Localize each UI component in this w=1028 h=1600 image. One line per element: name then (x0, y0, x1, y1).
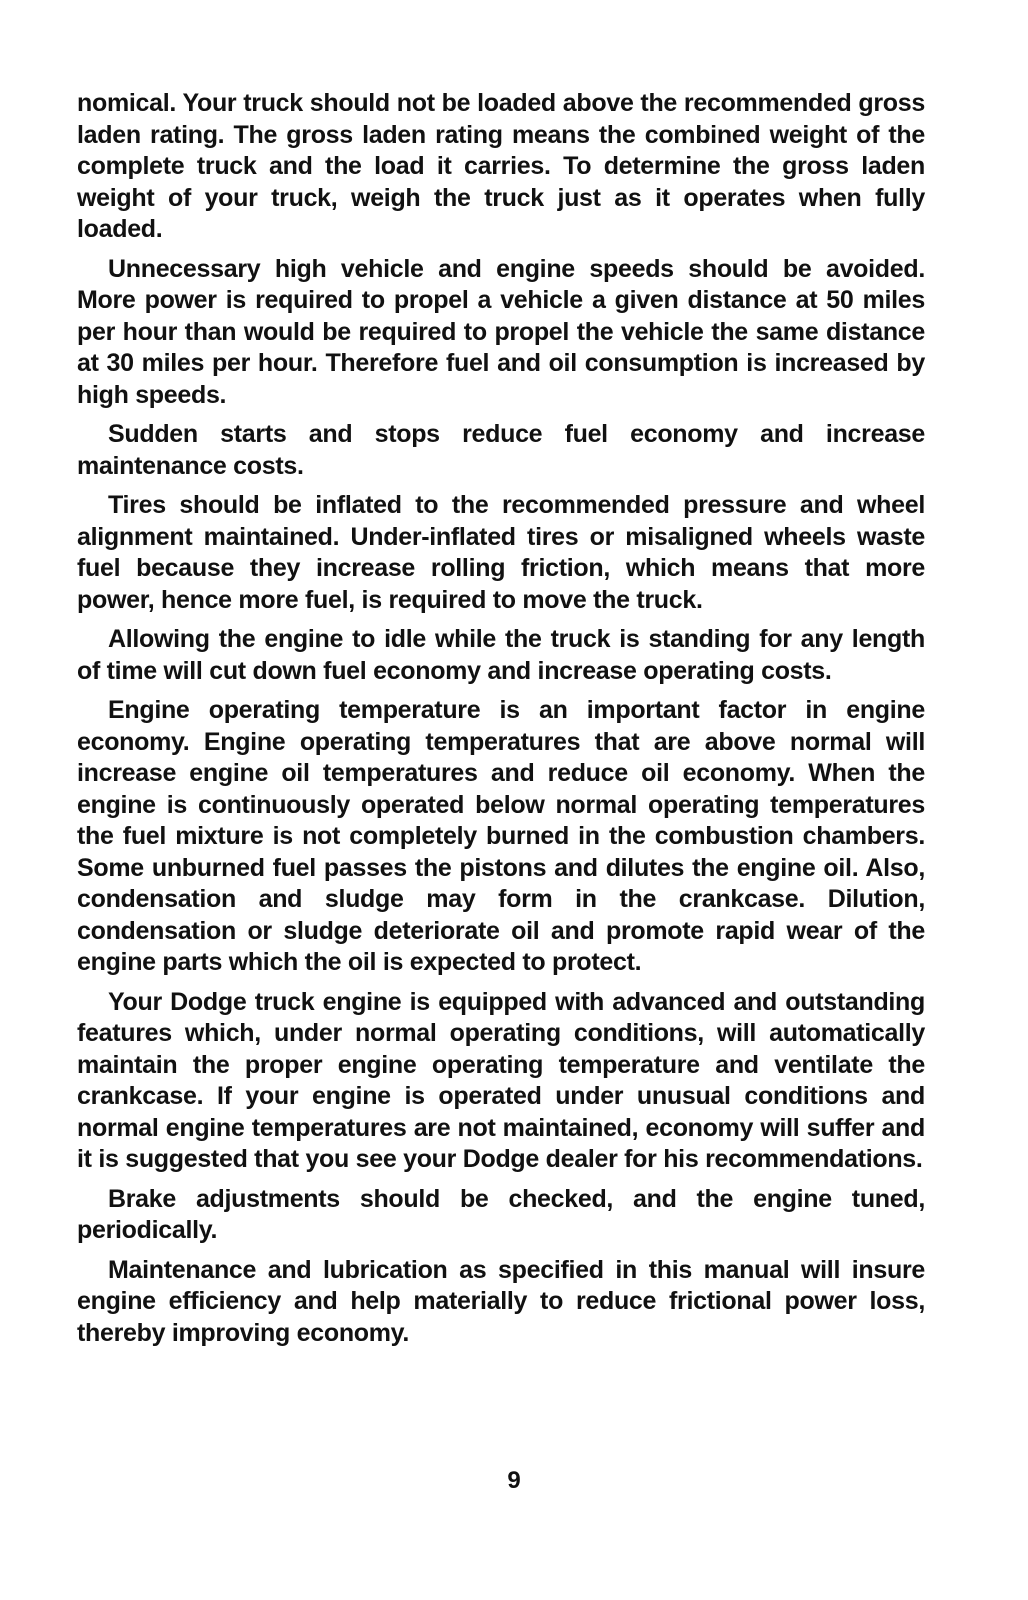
paragraph-maintenance-lubrication: Maintenance and lubrication as specified in this manual will insure engine efficiency and help materially to reduce frictional power loss, thereby improving economy. (77, 1255, 925, 1347)
paragraph-operating-temperature: Engine operating temperature is an important factor in engine economy. Engine operating temperatures that are above normal will increase engine oil temperatures and reduce oil economy. When the engine is continuously operated below normal operating temperatures the fuel mixture is not completely burned in the combustion chambers. Some unburned fuel passes the pistons and dilutes the engine oil. Also, condensation and sludge may form in the crankcase. Dilution, condensation or sludge deteriorate oil and promote rapid wear of the engine parts which the oil is expected to protect. (77, 696, 925, 976)
page-number: 9 (507, 1467, 521, 1494)
document-page-body (77, 88, 925, 1357)
paragraph-brake-adjustments: Brake adjustments should be checked, and the engine tuned, periodically. (77, 1184, 925, 1244)
paragraph-engine-idle: Allowing the engine to idle while the truck is standing for any length of time will cut down fuel economy and increase operating costs. (77, 625, 925, 685)
paragraph-sudden-starts: Sudden starts and stops reduce fuel economy and increase maintenance costs. (77, 420, 925, 480)
paragraph-high-speeds: Unnecessary high vehicle and engine speeds should be avoided. More power is required to propel a vehicle a given distance at 50 miles per hour than would be required to propel the vehicle the same distance at 30 miles per hour. Therefore fuel and oil consumption is increased by high speeds. (77, 254, 925, 409)
paragraph-dodge-engine-features: Your Dodge truck engine is equipped with advanced and outstanding features which, under normal operating conditions, will automatically maintain the proper engine operating temperature and ventilate the crankcase. If your engine is operated under unusual conditions and normal engine temperatures are not maintained, economy will suffer and it is suggested that you see your Dodge dealer for his recommendations. (77, 987, 925, 1173)
paragraph-tire-inflation: Tires should be inflated to the recommended pressure and wheel alignment maintained. Under-inflated tires or misaligned wheels waste fuel because they increase rolling friction, which means that more power, hence more fuel, is required to move the truck. (77, 491, 925, 614)
paragraph-gross-laden-rating: nomical. Your truck should not be loaded above the recommended gross laden rating. The gross laden rating means the combined weight of the complete truck and the load it carries. To determine the gross laden weight of your truck, weigh the truck just as it operates when fully loaded. (77, 89, 925, 243)
